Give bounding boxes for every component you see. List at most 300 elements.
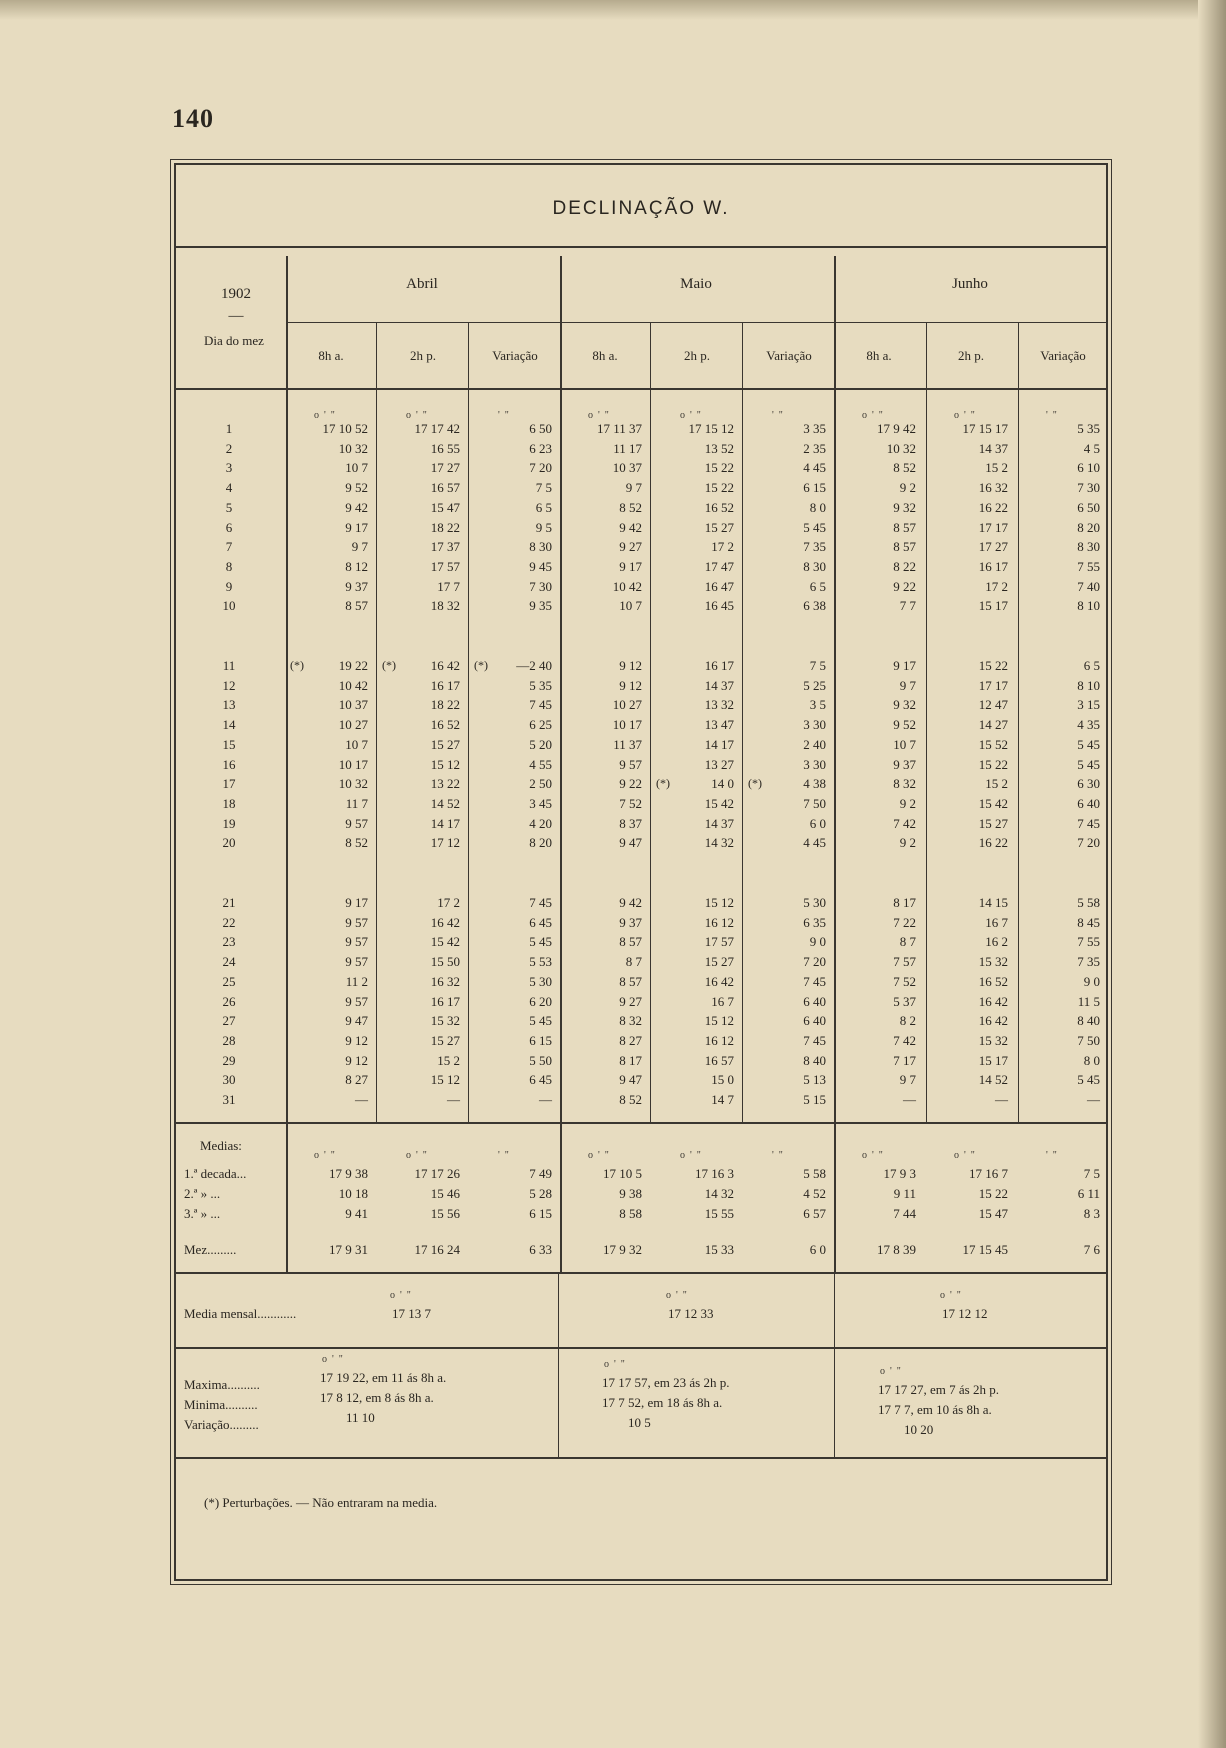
table-cell-junho: 5 45 [1077,757,1100,772]
table-cell-abril: 18 32 [430,598,460,613]
table-cell-abril: 5 20 [529,737,552,752]
table-cell-junho: 14 52 [978,1072,1008,1087]
table-cell-maio: 11 37 [613,737,642,752]
table-cell-junho: 5 58 [1077,895,1100,910]
table-cell-maio: 9 0 [809,934,826,949]
table-cell-abril: 10 32 [338,441,368,456]
table-cell-abril: 6 25 [529,717,552,732]
footnote: (*) Perturbações. — Não entraram na media. [204,1495,438,1510]
decada-value: 17 16 7 [969,1166,1008,1181]
table-cell-maio: 17 2 [711,539,734,554]
table-cell-junho: 12 47 [978,697,1008,712]
table-cell-junho: 8 7 [899,934,916,949]
maxima-value: 17 17 27, em 7 ás 2h p. [878,1382,999,1397]
table-cell-abril: 14 52 [430,796,460,811]
mez-value: 17 8 39 [877,1242,916,1257]
table-cell-junho: 6 40 [1077,796,1100,811]
table-cell-junho: 14 27 [978,717,1008,732]
table-cell-junho: 16 17 [978,559,1008,574]
table-cell-junho: 8 45 [1077,915,1100,930]
table-cell-junho: 15 22 [978,658,1008,673]
table-cell-abril: 9 47 [345,1013,368,1028]
table-cell-junho: 8 40 [1077,1013,1100,1028]
table-cell-junho: 17 17 [978,520,1008,535]
table-cell-junho: 17 17 [978,678,1008,693]
medias-unit-marks: o ' " [862,1150,883,1161]
table-cell-junho: 9 32 [893,500,916,515]
table-cell-abril: 16 55 [430,441,460,456]
table-cell-abril: 11 2 [345,974,368,989]
maxima-value: 17 19 22, em 11 ás 8h a. [320,1370,447,1385]
day-number: 21 [222,895,236,910]
medias-unit-marks: o ' " [314,1150,335,1161]
table-cell-junho: 9 52 [893,717,916,732]
table-cell-junho: 17 9 42 [877,421,916,436]
table-cell-maio: 6 35 [803,915,826,930]
table-cell-abril: 6 15 [529,1033,552,1048]
decada-label: 2.ª » ... [184,1186,221,1201]
column-separator-2 [650,322,651,1122]
decada-value: 7 49 [529,1166,552,1181]
table-cell-junho: 6 30 [1077,776,1100,791]
rule-before-medias [176,1122,1106,1124]
table-cell-abril: 16 52 [430,717,460,732]
table-cell-maio: 13 32 [704,697,734,712]
unit-marks-maio-2: ' " [772,410,783,421]
media-mensal-unit-marks: o ' " [666,1290,687,1301]
unit-marks-abril-0: o ' " [314,410,335,421]
table-cell-maio: 8 0 [809,500,826,515]
table-cell-junho: 9 2 [899,480,916,495]
table-cell-maio: 17 11 37 [596,421,642,436]
column-header-maio-2: Variação [766,348,812,363]
table-cell-maio: 14 37 [704,678,734,693]
table-cell-maio: 9 42 [619,520,642,535]
mez-value: 15 33 [704,1242,734,1257]
column-header-junho-2: Variação [1040,348,1086,363]
table-cell-abril: 17 57 [430,559,460,574]
table-cell-abril: 7 20 [529,460,552,475]
table-cell-abril: 17 2 [437,895,460,910]
medias-unit-marks: o ' " [954,1150,975,1161]
unit-marks-junho-2: ' " [1046,410,1057,421]
decada-value: 9 11 [893,1186,916,1201]
table-cell-maio: 14 32 [704,835,734,850]
table-cell-abril: 15 42 [430,934,460,949]
table-cell-abril: 15 12 [430,1072,460,1087]
table-cell-abril: 17 17 42 [414,421,460,436]
table-cell-abril: 14 17 [430,816,460,831]
extremes-unit-marks: o ' " [604,1359,625,1370]
table-cell-maio: 15 22 [704,480,734,495]
table-cell-maio: 16 12 [704,915,734,930]
table-cell-maio: 9 47 [619,835,642,850]
table-cell-maio: 9 27 [619,539,642,554]
column-header-maio-1: 2h p. [684,348,710,363]
table-cell-junho: 7 55 [1077,934,1100,949]
table-cell-abril: 9 37 [345,579,368,594]
table-cell-abril: 15 50 [430,954,460,969]
variacao-value: 10 5 [628,1415,651,1430]
table-cell-junho: 7 42 [893,1033,916,1048]
unit-marks-maio-1: o ' " [680,410,701,421]
column-header-maio-0: 8h a. [592,348,618,363]
table-cell-abril: 9 45 [529,559,552,574]
table-cell-junho: 15 32 [978,1033,1008,1048]
table-cell-maio: 16 42 [704,974,734,989]
variacao-value: 10 20 [904,1422,934,1437]
mez-value: 6 33 [529,1242,552,1257]
day-number: 15 [222,737,236,752]
month-separator-low-1 [558,1272,559,1457]
table-cell-abril: 5 35 [529,678,552,693]
medias-unit-marks: ' " [498,1150,509,1161]
table-cell-abril: 15 12 [430,757,460,772]
table-cell-abril: 18 22 [430,520,460,535]
extremes-unit-marks: o ' " [880,1366,901,1377]
table-cell-maio: 6 38 [803,598,826,613]
table-cell-maio: 5 45 [803,520,826,535]
table-cell-abril: 5 50 [529,1053,552,1068]
table-cell-junho: 7 20 [1077,835,1100,850]
table-cell-abril: 5 45 [529,934,552,949]
unit-marks-abril-1: o ' " [406,410,427,421]
table-cell-maio: 8 57 [619,974,642,989]
day-number: 1 [225,421,233,436]
table-cell-abril: 6 5 [535,500,552,515]
table-cell-maio: 13 47 [704,717,734,732]
perturbation-mark: (*) [290,658,304,672]
table-cell-abril: 16 32 [430,974,460,989]
page-number: 140 [172,104,214,133]
table-cell-junho: 15 52 [978,737,1008,752]
decada-value: 17 9 38 [329,1166,368,1181]
day-number: 13 [222,697,236,712]
table-cell-junho: 7 17 [893,1053,916,1068]
table-cell-abril: 9 42 [345,500,368,515]
table-cell-maio: 16 12 [704,1033,734,1048]
table-cell-junho: 16 22 [978,835,1008,850]
day-column-header: Dia do mez [204,333,264,348]
table-cell-junho: 16 7 [985,915,1008,930]
unit-marks-abril-2: ' " [498,410,509,421]
media-mensal-unit-marks: o ' " [940,1290,961,1301]
rule-month-subheader [286,322,1106,323]
table-cell-junho: 8 57 [893,539,916,554]
day-number: 11 [222,658,236,673]
table-cell-maio: 8 52 [619,1092,642,1107]
table-cell-junho: 7 7 [899,598,916,613]
table-cell-maio: 15 42 [704,796,734,811]
day-number: 19 [222,816,236,831]
table-cell-maio: 5 25 [803,678,826,693]
table-cell-abril: 6 45 [529,915,552,930]
table-cell-abril: 15 47 [430,500,460,515]
table-cell-abril: 4 55 [529,757,552,772]
table-cell-maio: 4 38 [803,776,826,791]
day-number: 30 [222,1072,236,1087]
table-cell-junho: 16 32 [978,480,1008,495]
media-mensal-value: 17 12 33 [668,1306,714,1321]
table-cell-junho: 6 50 [1077,500,1100,515]
table-cell-maio: 15 27 [704,954,734,969]
table-cell-abril: 10 7 [345,737,368,752]
mez-value: 17 9 31 [329,1242,368,1257]
table-cell-maio: 2 35 [803,441,826,456]
table-cell-maio: 16 47 [704,579,734,594]
table-cell-maio: 14 17 [704,737,734,752]
table-cell-maio: 17 15 12 [688,421,734,436]
table-cell-junho: — [1087,1092,1100,1107]
table-cell-maio: 6 40 [803,994,826,1009]
decada-value: 15 46 [430,1186,460,1201]
table-cell-maio: 16 52 [704,500,734,515]
medias-unit-marks: o ' " [406,1150,427,1161]
decada-value: 17 10 5 [603,1166,642,1181]
table-cell-junho: 15 17 [978,1053,1008,1068]
table-cell-junho: 6 5 [1083,658,1100,673]
decada-value: 15 22 [978,1186,1008,1201]
table-cell-junho: — [995,1092,1008,1107]
table-cell-abril: 15 27 [430,737,460,752]
table-cell-junho: 8 32 [893,776,916,791]
table-cell-maio: 8 52 [619,500,642,515]
day-number: 25 [222,974,236,989]
maxima-value: 17 17 57, em 23 ás 2h p. [602,1375,730,1390]
month-header-junho: Junho [952,276,988,292]
day-number: 22 [222,915,236,930]
table-cell-junho: 9 37 [893,757,916,772]
table-cell-abril: 17 7 [437,579,460,594]
table-cell-maio: 4 45 [803,835,826,850]
column-separator-1 [468,322,469,1122]
table-cell-maio: 10 42 [612,579,642,594]
month-separator-low-2 [834,1272,835,1457]
page-top-edge [0,0,1226,20]
table-cell-abril: 11 7 [345,796,368,811]
table-cell-maio: 15 12 [704,895,734,910]
table-cell-maio: 2 40 [803,737,826,752]
table-cell-junho: 15 17 [978,598,1008,613]
table-cell-maio: 3 30 [803,757,826,772]
table-cell-junho: 16 42 [978,994,1008,1009]
column-header-junho-0: 8h a. [866,348,892,363]
table-cell-junho: 5 37 [893,994,916,1009]
table-cell-maio: 16 17 [704,658,734,673]
day-number: 29 [222,1053,236,1068]
decada-value: 6 57 [803,1206,826,1221]
decada-value: 5 28 [529,1186,552,1201]
table-cell-junho: 8 52 [893,460,916,475]
table-cell-maio: 7 45 [803,1033,826,1048]
rule-before-media-mensal [176,1272,1106,1274]
table-cell-maio: 10 27 [612,697,642,712]
day-number: 8 [225,559,233,574]
minima-value: 17 7 52, em 18 ás 8h a. [602,1395,723,1410]
medias-unit-marks: o ' " [588,1150,609,1161]
table-cell-junho: 7 50 [1077,1033,1100,1048]
table-cell-junho: 8 17 [893,895,916,910]
decada-value: 6 11 [1077,1186,1100,1201]
decada-value: 8 58 [619,1206,642,1221]
table-cell-abril: 2 50 [529,776,552,791]
table-cell-maio: 7 52 [619,796,642,811]
day-number: 17 [222,776,236,791]
unit-marks-maio-0: o ' " [588,410,609,421]
table-cell-abril: 16 17 [430,678,460,693]
table-cell-abril: 8 27 [345,1072,368,1087]
page-right-edge [1198,0,1226,1748]
table-cell-abril: 9 57 [345,915,368,930]
table-cell-maio: 8 40 [803,1053,826,1068]
table-cell-abril: 7 5 [535,480,552,495]
day-number: 23 [222,934,236,949]
day-number: 24 [222,954,236,969]
perturbation-mark: (*) [748,776,762,790]
decada-value: 4 52 [803,1186,826,1201]
table-cell-abril: 17 12 [430,835,460,850]
table-cell-abril: 9 35 [529,598,552,613]
day-number: 14 [222,717,236,732]
table-cell-maio: 15 12 [704,1013,734,1028]
table-cell-junho: 8 10 [1077,598,1100,613]
mez-value: 17 16 24 [414,1242,460,1257]
table-cell-maio: 7 45 [803,974,826,989]
table-cell-maio: 5 13 [803,1072,826,1087]
table-cell-maio: 14 0 [711,776,734,791]
table-cell-maio: 8 32 [619,1013,642,1028]
day-number: 3 [225,460,233,475]
table-cell-junho: 6 10 [1077,460,1100,475]
table-cell-abril: 10 27 [338,717,368,732]
table-cell-abril: 8 12 [345,559,368,574]
table-cell-abril: 18 22 [430,697,460,712]
table-cell-junho: 9 7 [899,1072,916,1087]
medias-unit-marks: o ' " [680,1150,701,1161]
day-number: 20 [222,835,236,850]
table-cell-junho: 4 5 [1083,441,1100,456]
table-cell-maio: 7 5 [809,658,826,673]
column-separator-3 [742,322,743,1122]
table-cell-junho: 16 42 [978,1013,1008,1028]
table-cell-maio: 10 17 [612,717,642,732]
table-cell-junho: 15 27 [978,816,1008,831]
minima-label: Minima.......... [184,1397,258,1412]
medias-unit-marks: ' " [1046,1150,1057,1161]
table-cell-abril: 16 57 [430,480,460,495]
table-cell-junho: 8 22 [893,559,916,574]
table-cell-maio: 15 22 [704,460,734,475]
column-separator-4 [926,322,927,1122]
table-cell-maio: 9 37 [619,915,642,930]
table-cell-junho: 9 17 [893,658,916,673]
table-cell-maio: 9 22 [619,776,642,791]
table-cell-maio: 10 37 [612,460,642,475]
table-cell-abril: —2 40 [516,658,552,673]
variacao-label: Variação......... [184,1417,259,1432]
table-cell-abril: 7 30 [529,579,552,594]
table-cell-maio: 7 35 [803,539,826,554]
extremes-unit-marks: o ' " [322,1354,343,1365]
month-separator-1 [560,256,562,1272]
table-cell-junho: 9 32 [893,697,916,712]
decada-value: 15 56 [430,1206,460,1221]
table-cell-abril: 13 22 [430,776,460,791]
table-cell-abril: 10 17 [338,757,368,772]
table-cell-maio: 9 12 [619,658,642,673]
table-cell-junho: 16 52 [978,974,1008,989]
table-cell-maio: 9 57 [619,757,642,772]
table-cell-junho: 9 0 [1083,974,1100,989]
year-dash: — [228,308,244,324]
table-cell-junho: 17 15 17 [962,421,1008,436]
rule-before-extremes [176,1347,1106,1349]
table-cell-junho: 3 15 [1077,697,1100,712]
rule-before-footnote [176,1457,1106,1459]
column-header-abril-0: 8h a. [318,348,344,363]
table-cell-maio: 6 0 [809,816,826,831]
table-cell-junho: 8 0 [1083,1053,1100,1068]
table-cell-maio: 13 27 [704,757,734,772]
table-cell-abril: 16 42 [430,658,460,673]
table-cell-junho: 10 32 [886,441,916,456]
table-cell-junho: 10 7 [893,737,916,752]
table-cell-junho: 7 22 [893,915,916,930]
table-cell-junho: 7 45 [1077,816,1100,831]
table-cell-abril: 9 57 [345,994,368,1009]
media-mensal-label: Media mensal............ [184,1306,297,1321]
media-mensal-unit-marks: o ' " [390,1290,411,1301]
table-cell-abril: 6 50 [529,421,552,436]
medias-label: Medias: [200,1138,242,1153]
day-number: 31 [222,1092,236,1107]
table-cell-junho: 15 42 [978,796,1008,811]
table-cell-junho: 8 10 [1077,678,1100,693]
month-separator-0 [286,256,288,1272]
table-cell-junho: 8 2 [899,1013,916,1028]
column-separator-5 [1018,322,1019,1122]
decada-value: 9 38 [619,1186,642,1201]
maxima-label: Maxima.......... [184,1377,260,1392]
table-cell-abril: 10 32 [338,776,368,791]
table-cell-abril: 15 32 [430,1013,460,1028]
table-cell-maio: 15 27 [704,520,734,535]
table-cell-abril: 8 57 [345,598,368,613]
table-cell-maio: 8 30 [803,559,826,574]
decada-value: 6 15 [529,1206,552,1221]
table-cell-maio: 6 5 [809,579,826,594]
table-cell-maio: 17 47 [704,559,734,574]
table-cell-maio: 3 30 [803,717,826,732]
table-cell-junho: 14 37 [978,441,1008,456]
table-cell-junho: 15 22 [978,757,1008,772]
perturbation-mark: (*) [382,658,396,672]
table-cell-maio: 14 7 [711,1092,734,1107]
table-cell-abril: 9 57 [345,816,368,831]
day-number: 9 [225,579,233,594]
table-cell-junho: 15 32 [978,954,1008,969]
table-cell-junho: 5 45 [1077,1072,1100,1087]
mez-label: Mez......... [184,1242,237,1257]
table-cell-maio: 9 47 [619,1072,642,1087]
table-cell-maio: 5 15 [803,1092,826,1107]
table-cell-abril: 9 12 [345,1033,368,1048]
table-cell-abril: 4 20 [529,816,552,831]
table-cell-maio: 9 42 [619,895,642,910]
table-cell-maio: 9 7 [625,480,642,495]
table-cell-junho: 17 2 [985,579,1008,594]
day-number: 7 [225,539,233,554]
